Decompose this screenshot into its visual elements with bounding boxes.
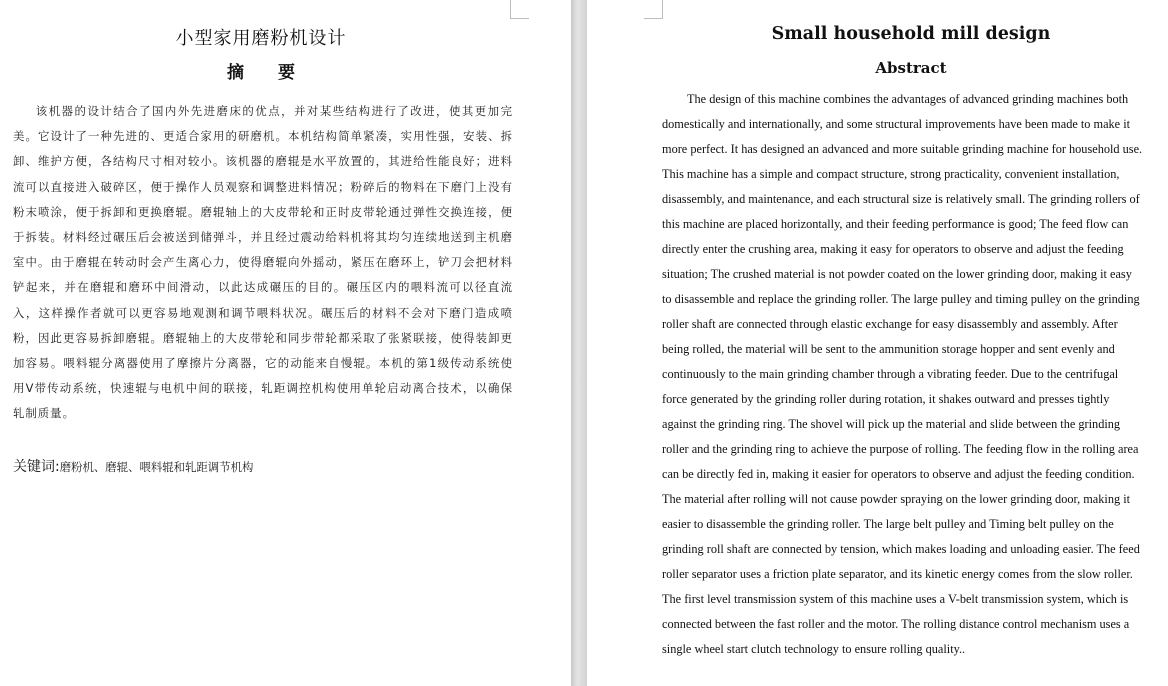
abstract-line: directly enter the crushing area, making it easy for operators to observe and adjust the feeding [662,242,1124,256]
abstract-line: The material after rolling will not cause powder spraying on the lower grinding door, making it [662,492,1131,506]
margin-corner-mark-right [644,0,663,19]
keywords-label: 关键词: [13,459,60,475]
abstract-line: The first level transmission system of this machine uses a V-belt transmission system, which is [662,592,1129,606]
keywords-text: 磨粉机、磨辊、喂料辊和轧距调节机构 [59,460,254,474]
page-gap [571,0,587,686]
abstract-line: more perfect. It has designed an advanced and more suitable grinding machine for household use. [662,142,1143,156]
chinese-abstract-body: 该机器的设计结合了国内外先进磨床的优点，并对某些结构进行了改进，使其更加完美。它设计了一种先进的、更适合家用的研磨机。本机结构简单紧凑，实用性强，安装、拆卸、维护方便，各结构尺寸相对较小。该机器的磨辊是水平放置的，其进给性能良好；进料流可以直接进入破碎区，便于操作人员观察和调整进料情况；粉碎后的物料在下磨门上没有粉末喷涂，便于拆卸和更换磨辊。磨辊轴上的大皮带轮和正时皮带轮通过弹性交换连接，便于拆装。材料经过碾压后会被送到储弹斗，并且经过震动给料机将其均匀连续地送到主机磨室中。由于磨辊在转动时会产生离心力，使得磨辊向外摇动，紧压在磨环上，铲刀会把材料铲起来，并在磨辊和磨环中间滑动，以此达成碾压的目的。碾压区内的喂料流可以径直流入，这样操作者就可以更容易地观测和调节喂料状况。碾压后的材料不会对下磨门造成喷粉，因此更容易拆卸磨辊。磨辊轴上的大皮带轮和同步带轮都采取了张紧联接，使得装卸更加容易。喂料辊分离器使用了摩擦片分离器，它的动能来自慢辊。本机的第1级传动系统使用V带传动系统，快速辊与电机中间的联接，轧距调控机构使用单轮启动离合技术，以确保轧制质量。 [13,104,513,421]
abstract-line: continuously to the main grinding chamber through a vibrating feeder. Due to the centrifugal [662,367,1119,381]
abstract-line: easier to disassemble the grinding roller. The large belt pulley and Timing belt pulley on the [662,517,1114,531]
abstract-line: force generated by the grinding roller during rotation, it shakes outward and presses tightly [662,392,1110,406]
abstract-line: This machine has a simple and compact structure, strong practicality, convenient installation, [662,167,1120,181]
margin-corner-mark [510,0,529,19]
document-page-chinese [0,0,571,686]
abstract-line: against the grinding ring. The shovel will pick up the material and slide between the grinding [662,417,1121,431]
english-abstract-body [662,87,1167,662]
abstract-line: roller shaft are connected through elastic exchange for easy disassembly and assembly. After [662,317,1118,331]
abstract-line: disassembly, and maintenance, and each structural size is relatively small. The grinding rollers of [662,192,1140,206]
abstract-line: roller separator uses a friction plate separator, and its kinetic energy comes from the slow roller. [662,567,1133,581]
abstract-line: this machine are placed horizontally, and their feeding performance is good; The feed flow can [662,217,1129,231]
document-page-english [587,0,1168,686]
abstract-line: grinding roll shaft are connected by tension, which makes loading and unloading easier. The feed [662,542,1140,556]
chinese-title: 小型家用磨粉机设计 [175,28,347,49]
chinese-abstract-heading: 摘 要 [227,63,309,83]
chinese-keywords [13,456,523,476]
abstract-line: being rolled, the material will be sent to the ammunition storage hopper and sent evenly and [662,342,1115,356]
abstract-line: can be directly fed in, making it easier for operators to observe and adjust the feeding condition. [662,467,1135,481]
english-title: Small household mill design [771,24,1051,44]
abstract-line: roller and the grinding ring to achieve the purpose of rolling. The feeding flow in the rolling area [662,442,1139,456]
abstract-line: domestically and internationally, and some structural improvements have been made to make it [662,117,1131,131]
abstract-line: to disassemble and replace the grinding roller. The large pulley and timing pulley on the grinding [662,292,1140,306]
abstract-line: single wheel start clutch technology to ensure rolling quality.. [662,642,966,656]
english-abstract-heading: Abstract [875,59,947,77]
abstract-line: The design of this machine combines the advantages of advanced grinding machines both [687,92,1129,106]
abstract-line: connected between the fast roller and the motor. The rolling distance control mechanism uses a [662,617,1130,631]
abstract-line: situation; The crushed material is not powder coated on the lower grinding door, making it easy [662,267,1132,281]
